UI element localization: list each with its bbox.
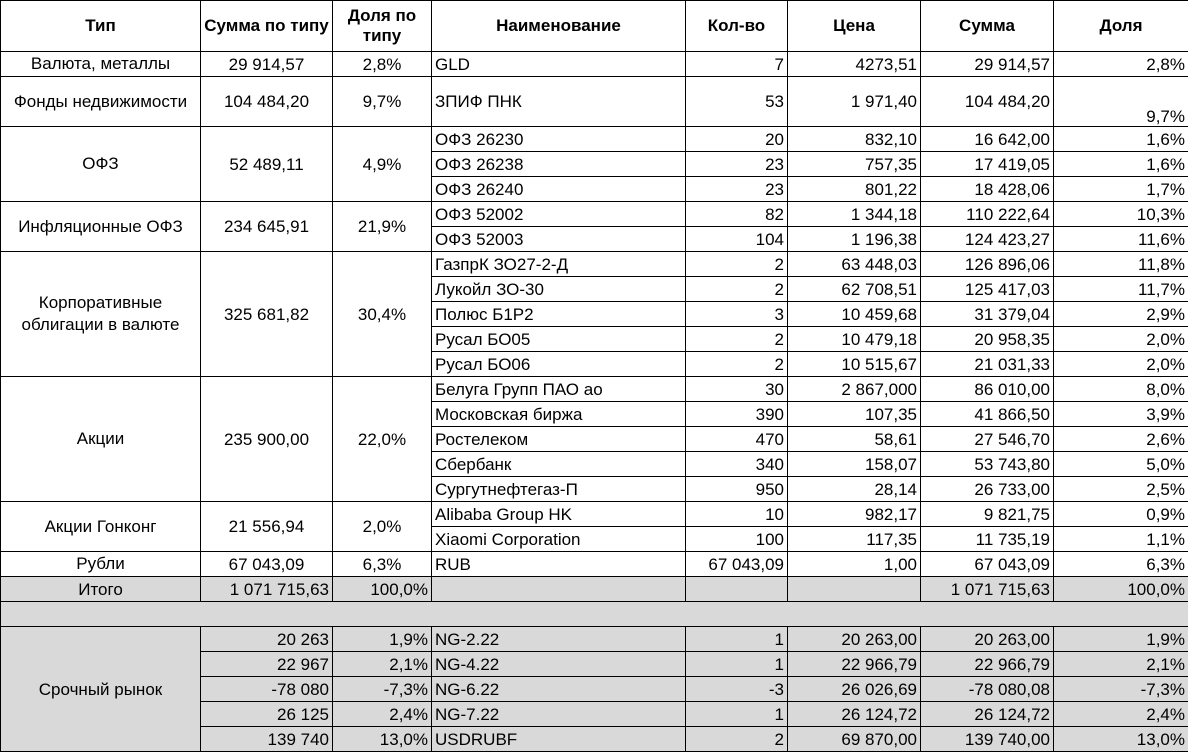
cell-sum-by-type: 325 681,82 <box>201 252 333 377</box>
cell-sum: 29 914,57 <box>921 52 1054 77</box>
separator-cell <box>1 602 1188 627</box>
total-label: Итого <box>1 577 201 602</box>
cell-share: 2,8% <box>1054 52 1188 77</box>
futures-qty: 1 <box>686 702 788 727</box>
cell-name: ОФЗ 52002 <box>432 202 686 227</box>
cell-price: 832,10 <box>788 127 921 152</box>
cell-share-by-type: 4,9% <box>333 127 432 202</box>
cell-qty: 53 <box>686 77 788 127</box>
total-sum-2: 1 071 715,63 <box>921 577 1054 602</box>
cell-share: 11,8% <box>1054 252 1188 277</box>
cell-name: Русал БО06 <box>432 352 686 377</box>
cell-sum-by-type: 235 900,00 <box>201 377 333 502</box>
total-row <box>1 577 1188 602</box>
cell-sum-by-type: 234 645,91 <box>201 202 333 252</box>
cell-sum: 18 428,06 <box>921 177 1054 202</box>
cell-price: 1 971,40 <box>788 77 921 127</box>
cell-share: 1,7% <box>1054 177 1188 202</box>
cell-sum: 11 735,19 <box>921 527 1054 552</box>
header-sum-by-type: Сумма по типу <box>201 1 333 52</box>
futures-price: 26 124,72 <box>788 702 921 727</box>
cell-share-by-type: 2,8% <box>333 52 432 77</box>
cell-type: ОФЗ <box>1 127 201 202</box>
table-row <box>1 502 1188 527</box>
cell-price: 1,00 <box>788 552 921 577</box>
futures-name: NG-7.22 <box>432 702 686 727</box>
cell-name: Xiaomi Corporation <box>432 527 686 552</box>
cell-share-by-type: 30,4% <box>333 252 432 377</box>
cell-name: ОФЗ 26240 <box>432 177 686 202</box>
separator-row <box>1 602 1188 627</box>
cell-sum: 9 821,75 <box>921 502 1054 527</box>
futures-share: -7,3% <box>1054 677 1188 702</box>
cell-price: 982,17 <box>788 502 921 527</box>
header-sum: Сумма <box>921 1 1054 52</box>
futures-qty: 2 <box>686 727 788 752</box>
header-share: Доля <box>1054 1 1188 52</box>
cell-qty: 20 <box>686 127 788 152</box>
cell-type: Рубли <box>1 552 201 577</box>
cell-share-by-type: 9,7% <box>333 77 432 127</box>
cell-qty: 10 <box>686 502 788 527</box>
futures-qty: 1 <box>686 652 788 677</box>
cell-qty: 3 <box>686 302 788 327</box>
header-row <box>1 1 1188 52</box>
cell-share: 2,9% <box>1054 302 1188 327</box>
total-sum: 1 071 715,63 <box>201 577 333 602</box>
futures-name: NG-6.22 <box>432 677 686 702</box>
cell-share: 2,0% <box>1054 352 1188 377</box>
cell-sum: 17 419,05 <box>921 152 1054 177</box>
futures-type-sum: 20 263 <box>201 627 333 652</box>
cell-name: ГазпрК ЗО27-2-Д <box>432 252 686 277</box>
cell-share-by-type: 22,0% <box>333 377 432 502</box>
cell-type: Акции Гонконг <box>1 502 201 552</box>
cell-share-by-type: 6,3% <box>333 552 432 577</box>
futures-price: 20 263,00 <box>788 627 921 652</box>
cell-qty: 950 <box>686 477 788 502</box>
cell-price: 10 479,18 <box>788 327 921 352</box>
cell-sum: 86 010,00 <box>921 377 1054 402</box>
cell-qty: 340 <box>686 452 788 477</box>
cell-sum-by-type: 104 484,20 <box>201 77 333 127</box>
total-share: 100,0% <box>333 577 432 602</box>
cell-price: 4273,51 <box>788 52 921 77</box>
cell-name: Ростелеком <box>432 427 686 452</box>
cell-price: 107,35 <box>788 402 921 427</box>
futures-qty: 1 <box>686 627 788 652</box>
cell-share: 8,0% <box>1054 377 1188 402</box>
cell-price: 28,14 <box>788 477 921 502</box>
futures-name: NG-4.22 <box>432 652 686 677</box>
header-share-by-type: Доля по типу <box>333 1 432 52</box>
futures-price: 26 026,69 <box>788 677 921 702</box>
cell-price: 1 344,18 <box>788 202 921 227</box>
cell-sum: 16 642,00 <box>921 127 1054 152</box>
cell-name: Белуга Групп ПАО ао <box>432 377 686 402</box>
header-type: Тип <box>1 1 201 52</box>
cell-price: 158,07 <box>788 452 921 477</box>
futures-row <box>1 627 1188 652</box>
cell-price: 117,35 <box>788 527 921 552</box>
cell-name: RUB <box>432 552 686 577</box>
futures-type-share: 2,4% <box>333 702 432 727</box>
cell-sum: 110 222,64 <box>921 202 1054 227</box>
table-row <box>1 377 1188 402</box>
cell-share: 5,0% <box>1054 452 1188 477</box>
cell-sum-by-type: 29 914,57 <box>201 52 333 77</box>
cell-price: 58,61 <box>788 427 921 452</box>
cell-qty: 23 <box>686 152 788 177</box>
cell-qty: 30 <box>686 377 788 402</box>
header-price: Цена <box>788 1 921 52</box>
futures-label: Срочный рынок <box>1 627 201 752</box>
cell-share: 10,3% <box>1054 202 1188 227</box>
futures-type-share: 2,1% <box>333 652 432 677</box>
cell-type: Акции <box>1 377 201 502</box>
cell-share: 2,0% <box>1054 327 1188 352</box>
futures-price: 69 870,00 <box>788 727 921 752</box>
cell-qty: 2 <box>686 327 788 352</box>
cell-sum-by-type: 21 556,94 <box>201 502 333 552</box>
futures-type-sum: 139 740 <box>201 727 333 752</box>
cell-sum: 31 379,04 <box>921 302 1054 327</box>
cell-type: Валюта, металлы <box>1 52 201 77</box>
futures-sum: -78 080,08 <box>921 677 1054 702</box>
cell-sum: 27 546,70 <box>921 427 1054 452</box>
cell-name: ОФЗ 26230 <box>432 127 686 152</box>
futures-type-share: 13,0% <box>333 727 432 752</box>
cell-share: 6,3% <box>1054 552 1188 577</box>
table-body <box>1 1 1188 752</box>
cell-price: 10 515,67 <box>788 352 921 377</box>
cell-share: 2,5% <box>1054 477 1188 502</box>
cell-qty: 2 <box>686 277 788 302</box>
futures-type-share: 1,9% <box>333 627 432 652</box>
cell-sum-by-type: 67 043,09 <box>201 552 333 577</box>
cell-share: 1,1% <box>1054 527 1188 552</box>
futures-type-sum: -78 080 <box>201 677 333 702</box>
cell-share: 1,6% <box>1054 152 1188 177</box>
cell-share: 1,6% <box>1054 127 1188 152</box>
cell-sum: 41 866,50 <box>921 402 1054 427</box>
futures-share: 1,9% <box>1054 627 1188 652</box>
cell-price: 63 448,03 <box>788 252 921 277</box>
cell-sum: 104 484,20 <box>921 77 1054 127</box>
total-empty-name <box>432 577 686 602</box>
cell-type: Инфляционные ОФЗ <box>1 202 201 252</box>
total-empty-price <box>788 577 921 602</box>
cell-share: 11,6% <box>1054 227 1188 252</box>
cell-price: 10 459,68 <box>788 302 921 327</box>
futures-sum: 20 263,00 <box>921 627 1054 652</box>
cell-share: 3,9% <box>1054 402 1188 427</box>
futures-type-share: -7,3% <box>333 677 432 702</box>
table-row <box>1 252 1188 277</box>
cell-sum: 67 043,09 <box>921 552 1054 577</box>
cell-price: 62 708,51 <box>788 277 921 302</box>
cell-share: 11,7% <box>1054 277 1188 302</box>
cell-price: 801,22 <box>788 177 921 202</box>
cell-qty: 100 <box>686 527 788 552</box>
cell-share-by-type: 2,0% <box>333 502 432 552</box>
cell-qty: 7 <box>686 52 788 77</box>
cell-qty: 23 <box>686 177 788 202</box>
header-name: Наименование <box>432 1 686 52</box>
cell-sum: 126 896,06 <box>921 252 1054 277</box>
cell-type: Корпоративные облигации в валюте <box>1 252 201 377</box>
cell-qty: 104 <box>686 227 788 252</box>
table-row <box>1 202 1188 227</box>
cell-name: ОФЗ 26238 <box>432 152 686 177</box>
cell-name: ЗПИФ ПНК <box>432 77 686 127</box>
cell-sum: 53 743,80 <box>921 452 1054 477</box>
cell-name: Русал БО05 <box>432 327 686 352</box>
cell-name: Московская биржа <box>432 402 686 427</box>
cell-share: 0,9% <box>1054 502 1188 527</box>
cell-name: Лукойл ЗО-30 <box>432 277 686 302</box>
cell-sum: 21 031,33 <box>921 352 1054 377</box>
cell-name: Сбербанк <box>432 452 686 477</box>
cell-name: Сургутнефтегаз-П <box>432 477 686 502</box>
cell-name: GLD <box>432 52 686 77</box>
futures-sum: 26 124,72 <box>921 702 1054 727</box>
futures-share: 2,4% <box>1054 702 1188 727</box>
futures-sum: 139 740,00 <box>921 727 1054 752</box>
cell-share: 9,7% <box>1054 77 1188 127</box>
cell-qty: 2 <box>686 352 788 377</box>
cell-type: Фонды недвижимости <box>1 77 201 127</box>
futures-price: 22 966,79 <box>788 652 921 677</box>
futures-share: 13,0% <box>1054 727 1188 752</box>
cell-share-by-type: 21,9% <box>333 202 432 252</box>
futures-name: USDRUBF <box>432 727 686 752</box>
table-row <box>1 77 1188 127</box>
cell-share: 2,6% <box>1054 427 1188 452</box>
futures-name: NG-2.22 <box>432 627 686 652</box>
total-empty-qty <box>686 577 788 602</box>
cell-name: ОФЗ 52003 <box>432 227 686 252</box>
cell-qty: 67 043,09 <box>686 552 788 577</box>
futures-share: 2,1% <box>1054 652 1188 677</box>
header-qty: Кол-во <box>686 1 788 52</box>
cell-name: Alibaba Group HK <box>432 502 686 527</box>
cell-sum: 124 423,27 <box>921 227 1054 252</box>
cell-qty: 2 <box>686 252 788 277</box>
cell-sum: 20 958,35 <box>921 327 1054 352</box>
cell-price: 757,35 <box>788 152 921 177</box>
cell-price: 2 867,000 <box>788 377 921 402</box>
total-share-2: 100,0% <box>1054 577 1188 602</box>
cell-name: Полюс Б1Р2 <box>432 302 686 327</box>
futures-type-sum: 22 967 <box>201 652 333 677</box>
futures-sum: 22 966,79 <box>921 652 1054 677</box>
futures-qty: -3 <box>686 677 788 702</box>
cell-sum: 26 733,00 <box>921 477 1054 502</box>
table-row <box>1 127 1188 152</box>
table-row <box>1 52 1188 77</box>
cell-sum: 125 417,03 <box>921 277 1054 302</box>
cell-sum-by-type: 52 489,11 <box>201 127 333 202</box>
futures-type-sum: 26 125 <box>201 702 333 727</box>
cell-qty: 82 <box>686 202 788 227</box>
cell-qty: 470 <box>686 427 788 452</box>
cell-qty: 390 <box>686 402 788 427</box>
cell-price: 1 196,38 <box>788 227 921 252</box>
table-row <box>1 552 1188 577</box>
